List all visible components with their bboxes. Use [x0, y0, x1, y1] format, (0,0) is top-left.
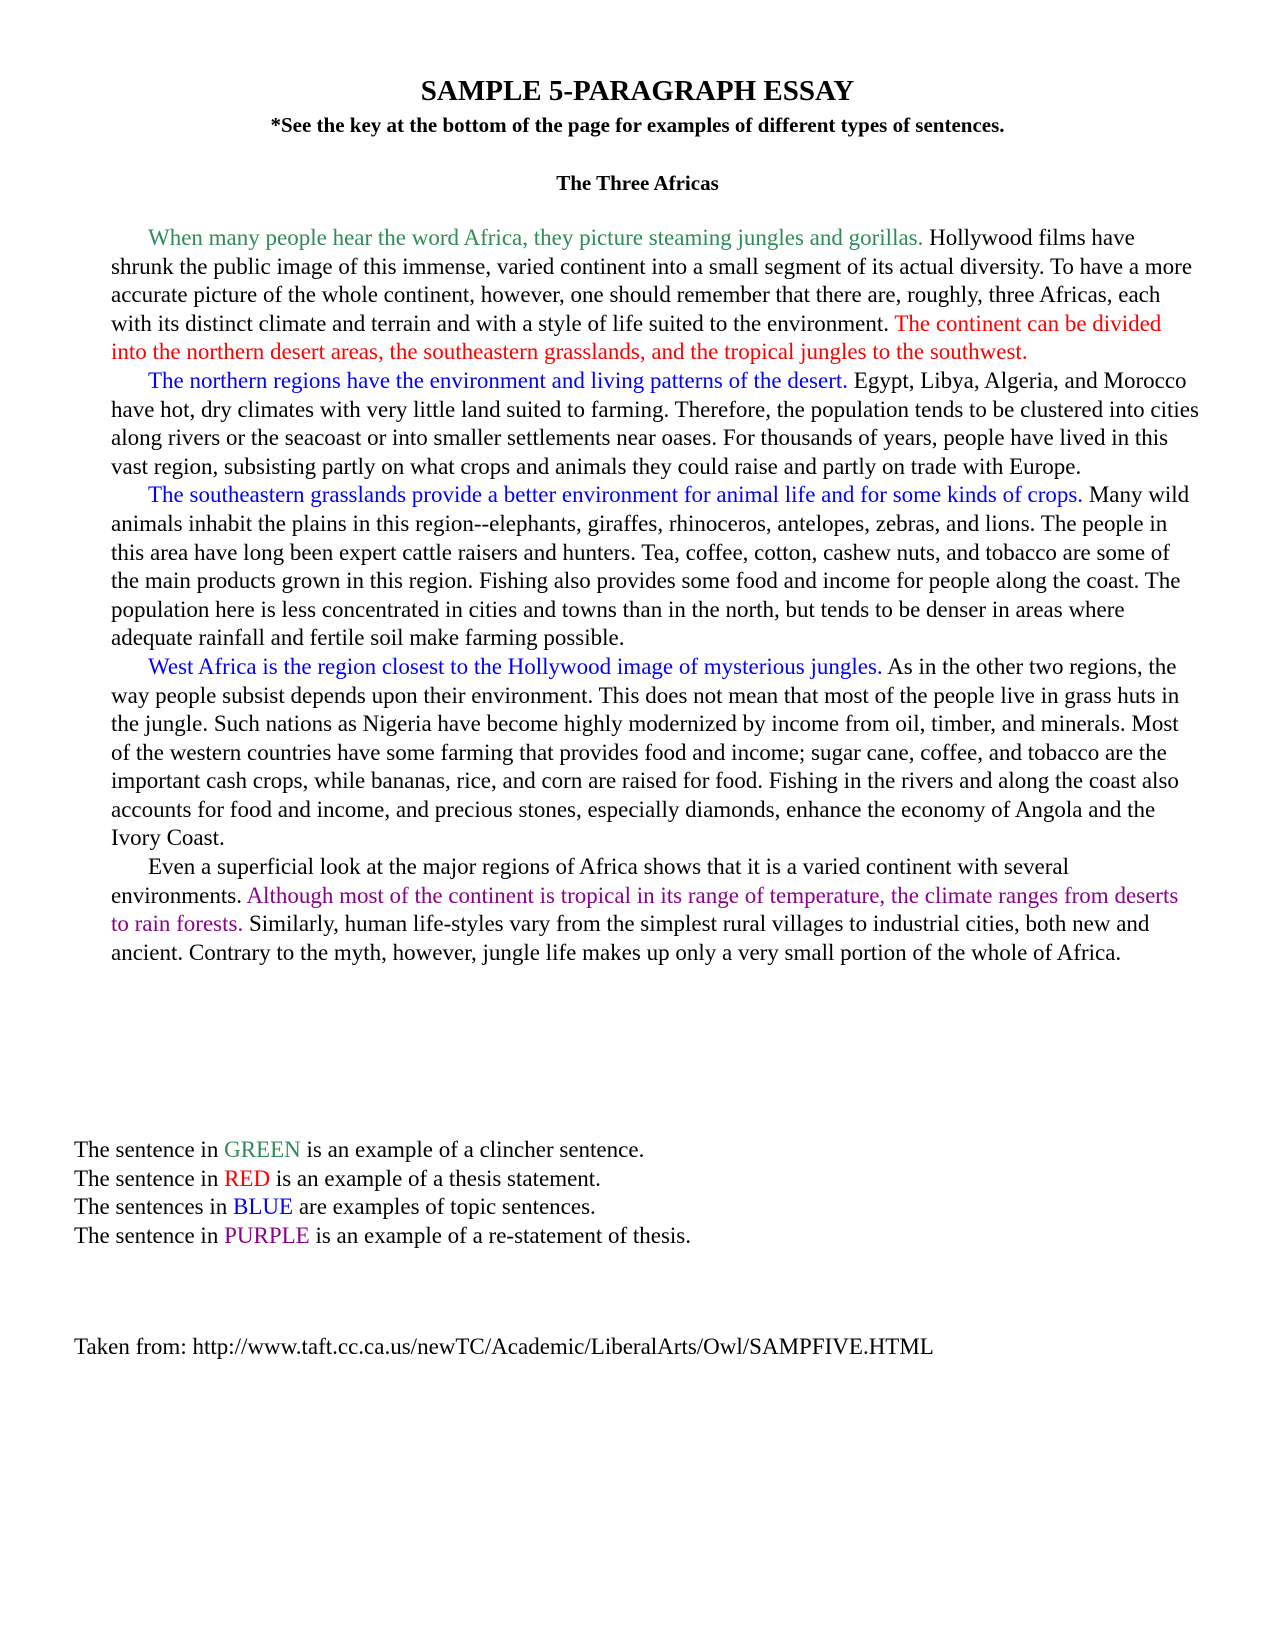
key-text: The sentence in	[74, 1137, 225, 1162]
key-line-purple	[74, 1222, 1224, 1251]
key-text: The sentence in	[74, 1165, 225, 1191]
paragraph-introduction	[111, 224, 1201, 367]
key-text: is an example of a re-statement of thesis.	[309, 1222, 692, 1248]
topic-sentence: West Africa is the region closest to the Hollywood image of mysterious jungles.	[148, 653, 883, 679]
paragraph-text: Egypt, Libya, Algeria, and Morocco have hot, dry climates with very little land suited to farming. Therefore, the population tends to be clustered into cities along rivers or the seacoast or into smaller settlements near oases. For thousands of years, people have lived in this vast region, subsisting partly on what crops and animals they could raise and partly on trade with Europe.	[111, 367, 1199, 479]
essay-body	[111, 224, 1201, 967]
clincher-sentence: When many people hear the word Africa, they picture steaming jungles and gorillas.	[148, 225, 924, 250]
paragraph-text: As in the other two regions, the way people subsist depends upon their environment. This does not mean that most of the people live in grass huts in the jungle. Such nations as Nigeria have become highly modernized by income from oil, timber, and minerals. Most of the western countries have some farming that provides food and income; sugar cane, coffee, and tobacco are the important cash crops, while bananas, rice, and corn are raised for food. Fishing in the rivers and along the coast also accounts for food and income, and precious stones, especially diamonds, enhance the economy of Angola and the Ivory Coast.	[111, 653, 1180, 851]
paragraph-southeast	[111, 481, 1201, 653]
key-text: is an example of a clincher sentence.	[300, 1137, 645, 1162]
paragraph-conclusion	[111, 853, 1201, 967]
key-color-word: PURPLE	[224, 1222, 310, 1248]
key-line-blue	[74, 1193, 1224, 1222]
thesis-restatement: Although most of the continent is tropical in its range of temperature, the climate ranges from deserts to rain forests.	[111, 882, 1179, 937]
key-color-word: BLUE	[233, 1194, 294, 1220]
color-key	[74, 1136, 1224, 1250]
key-color-word: GREEN	[224, 1137, 301, 1162]
paragraph-text: Similarly, human life-styles vary from the simplest rural villages to industrial cities, both new and ancient. Contrary to the myth, however, jungle life makes up only a very small portion of the whole of Africa.	[111, 911, 1150, 965]
key-text: is an example of a thesis statement.	[270, 1165, 601, 1191]
key-line-green	[74, 1136, 1224, 1165]
source-citation: Taken from: http://www.taft.cc.ca.us/newTC/Academic/LiberalArts/Owl/SAMPFIVE.HTML	[74, 1334, 934, 1359]
topic-sentence: The northern regions have the environment and living patterns of the desert.	[148, 367, 849, 393]
key-text: The sentence in	[74, 1222, 225, 1248]
key-line-red	[74, 1165, 1224, 1194]
key-color-word: RED	[224, 1165, 271, 1191]
topic-sentence: The southeastern grasslands provide a better environment for animal life and for some kinds of crops.	[148, 482, 1084, 508]
paragraph-text: Many wild animals inhabit the plains in this region--elephants, giraffes, rhinoceros, antelopes, zebras, and lions. The people in this area have long been expert cattle raisers and hunters. Tea, coffee, cotton, cashew nuts, and tobacco are some of the main products grown in this region. Fishing also provides some food and income for people along the coast. The population here is less concentrated in cities and towns than in the north, but tends to be denser in areas where adequate rainfall and fertile soil make farming possible.	[111, 482, 1190, 651]
paragraph-text: Even a superficial look at the major regions of Africa shows that it is a varied continent with several environments.	[111, 854, 1069, 908]
paragraph-north	[111, 367, 1201, 481]
page-subtitle: *See the key at the bottom of the page for examples of different types of sentences.	[270, 113, 1005, 137]
paragraph-text: Hollywood films have shrunk the public image of this immense, varied continent into a small segment of its actual diversity. To have a more accurate picture of the whole continent, however, one should remember that there are, roughly, three Africas, each with its distinct climate and terrain and with a style of life suited to the environment.	[111, 225, 1193, 336]
thesis-statement: The continent can be divided into the northern desert areas, the southeastern grasslands, and the tropical jungles to the southwest.	[111, 310, 1162, 365]
key-text: are examples of topic sentences.	[293, 1194, 596, 1220]
essay-title: The Three Africas	[556, 171, 719, 195]
paragraph-west	[111, 653, 1201, 853]
page-title: SAMPLE 5-PARAGRAPH ESSAY	[420, 75, 855, 107]
key-text: The sentences in	[74, 1194, 234, 1220]
